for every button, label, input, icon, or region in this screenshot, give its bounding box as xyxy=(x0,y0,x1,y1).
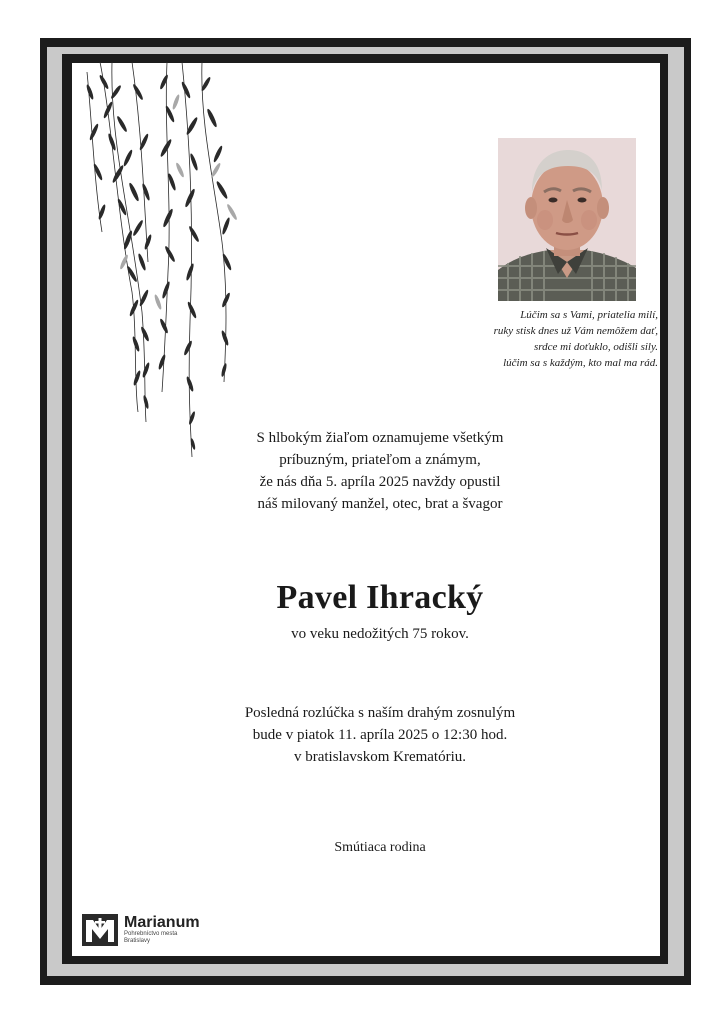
announcement-line: príbuzným, priateľom a známym, xyxy=(279,452,481,468)
death-announcement xyxy=(150,427,610,515)
marianum-logo-mark-icon xyxy=(82,914,118,946)
funeral-line: Posledná rozlúčka s naším drahým zosnulým xyxy=(244,705,516,721)
verse-line: Lúčim sa s Vami, priatelia milí, xyxy=(520,309,658,321)
deceased-portrait-photo xyxy=(498,138,636,301)
willow-branches-illustration xyxy=(72,62,247,457)
mourning-family-signature: Smútiaca rodina xyxy=(334,840,426,855)
deceased-age-line: vo veku nedožitých 75 rokov. xyxy=(291,626,469,642)
farewell-verse xyxy=(418,307,658,371)
deceased-name: Pavel Ihracký xyxy=(276,579,484,616)
funeral-details xyxy=(150,702,610,768)
verse-line: ruky stisk dnes už Vám nemôžem dať, xyxy=(493,325,658,337)
announcement-line: že nás dňa 5. apríla 2025 navždy opustil xyxy=(259,474,501,490)
verse-line: lúčim sa s každým, kto mal ma rád. xyxy=(503,357,658,369)
announcement-line: náš milovaný manžel, otec, brat a švagor xyxy=(257,496,503,512)
funeral-line: v bratislavskom Krematóriu. xyxy=(293,749,467,765)
logo-subtitle: Pohrebníctvo mesta Bratislavy xyxy=(124,931,178,944)
announcement-line: S hlbokým žiaľom oznamujeme všetkým xyxy=(256,430,504,446)
marianum-logo xyxy=(82,913,200,947)
verse-line: srdce mi doťuklo, odišli sily. xyxy=(534,341,658,353)
logo-name: Marianum xyxy=(124,914,200,931)
funeral-line: bude v piatok 11. apríla 2025 o 12:30 hod. xyxy=(252,727,508,743)
